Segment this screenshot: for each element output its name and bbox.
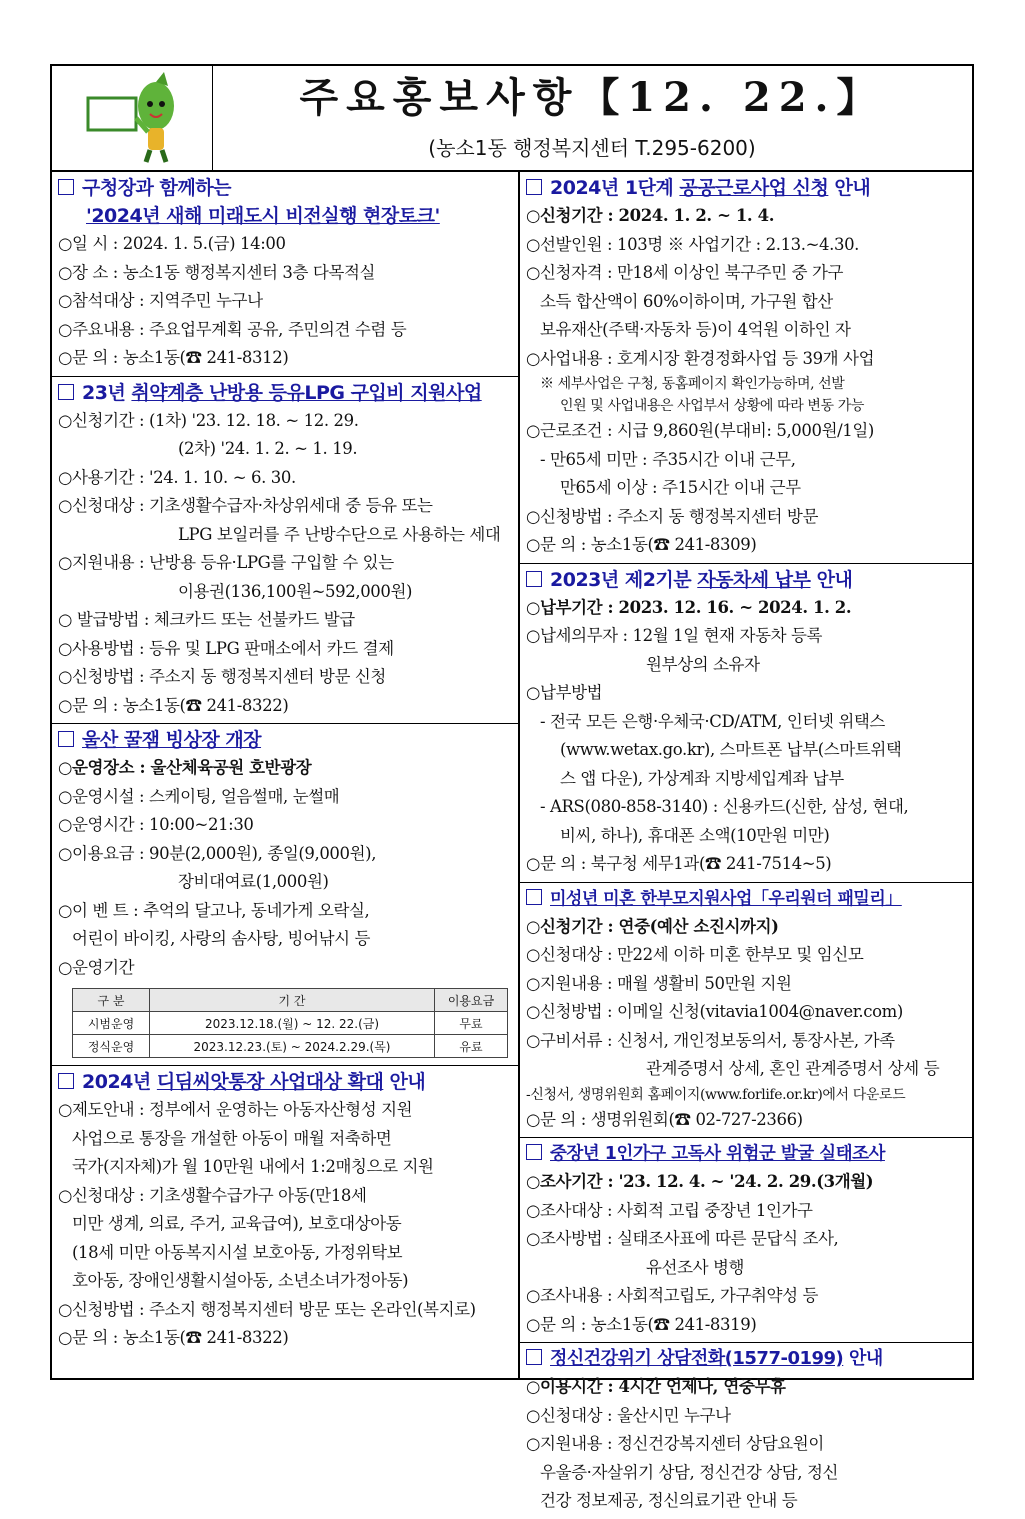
info-line: - 전국 모든 은행·우체국·CD/ATM, 인터넷 위택스: [540, 711, 885, 731]
table-cell: 무료: [435, 1012, 508, 1035]
right-column: [520, 172, 972, 1510]
info-line: ○문 의 : 농소1동(☎ 241-8322): [58, 695, 289, 715]
info-line: ○신청기간 : 연중(예산 소진시까지): [526, 916, 779, 936]
checkbox-icon: [58, 384, 74, 400]
info-line: 건강 정보제공, 정신의료기관 안내 등: [540, 1491, 798, 1510]
info-line: ○지원내용 : 매월 생활비 50만원 지원: [526, 973, 792, 993]
info-line: ○신청자격 : 만18세 이상인 북구주민 중 가구: [526, 263, 844, 282]
info-line: 유선조사 병행: [646, 1257, 745, 1277]
table-cell: 시범운영: [73, 1012, 150, 1035]
section-lonely-death-survey: [520, 1138, 972, 1343]
section-public-works: [520, 172, 972, 564]
info-line: ○이 벤 트 : 추억의 달고나, 동네가게 오락실,: [58, 900, 370, 920]
table-header: 이용요금: [435, 989, 508, 1012]
section-title: 정신건강위기 상담전화(1577-0199) 안내: [526, 1345, 968, 1373]
info-line: 스 앱 다운), 가상계좌 지방세입계좌 납부: [560, 768, 844, 788]
table-cell: 2023.12.18.(월) ~ 12. 22.(금): [150, 1012, 435, 1035]
info-line: ○문 의 : 농소1동(☎ 241-8322): [58, 1328, 289, 1347]
info-line: ○사용방법 : 등유 및 LPG 판매소에서 카드 결제: [58, 638, 394, 658]
schedule-table: [72, 988, 508, 1058]
info-line: 이용권(136,100원~592,000원): [178, 581, 413, 601]
info-line: (2차) '24. 1. 2. ~ 1. 19.: [178, 439, 358, 458]
info-note: 인원 및 사업내용은 사업부서 상황에 따라 변동 가능: [560, 398, 864, 414]
section-single-parent: [520, 883, 972, 1139]
checkbox-icon: [58, 731, 74, 747]
info-line: ○참석대상 : 지역주민 누구나: [58, 291, 263, 310]
info-line: ○신청방법 : 주소지 동 행정복지센터 방문: [526, 506, 819, 526]
info-line: ○지원내용 : 난방용 등유·LPG를 구입할 수 있는: [58, 553, 394, 572]
table-row: [73, 1035, 508, 1058]
table-cell: 유료: [435, 1035, 508, 1058]
section-title: 울산 꿀잼 빙상장 개장: [58, 726, 514, 754]
table-cell: 2023.12.23.(토) ~ 2024.2.29.(목): [150, 1035, 435, 1058]
info-note: ※ 세부사업은 구청, 동홈페이지 확인가능하며, 선발: [540, 376, 845, 392]
info-line: 관계증명서 상세, 혼인 관계증명서 상세 등: [646, 1059, 940, 1078]
checkbox-icon: [58, 179, 74, 195]
table-row: [73, 1012, 508, 1035]
info-line: 어린이 바이킹, 사랑의 솜사탕, 빙어낚시 등: [72, 929, 371, 948]
section-town-talk: [52, 172, 518, 377]
info-line: 만65세 이상 : 주15시간 이내 근무: [560, 478, 801, 497]
info-line: ○신청기간 : 2024. 1. 2. ~ 1. 4.: [526, 206, 775, 225]
info-line: ○신청방법 : 이메일 신청(vitavia1004@naver.com): [526, 1002, 903, 1021]
info-line: ○근로조건 : 시급 9,860원(부대비: 5,000원/1일): [526, 421, 874, 440]
info-line: - ARS(080-858-3140) : 신용카드(신한, 삼성, 현대,: [540, 797, 909, 816]
info-line: 소득 합산액이 60%이하이며, 가구원 합산: [540, 291, 833, 311]
info-line: ○문 의 : 농소1동(☎ 241-8312): [58, 348, 289, 367]
info-line: 비씨, 하나), 휴대폰 소액(10만원 미만): [560, 825, 830, 845]
info-line: ○운영장소 : 울산체육공원 호반광장: [58, 758, 312, 777]
checkbox-icon: [526, 179, 542, 195]
info-line: - 만65세 미만 : 주35시간 이내 근무,: [540, 449, 796, 469]
info-line: ○주요내용 : 주요업무계획 공유, 주민의견 수렴 등: [58, 319, 407, 339]
info-line: LPG 보일러를 주 난방수단으로 사용하는 세대: [178, 524, 501, 544]
info-line: ○신청대상 : 기초생활수급자·차상위세대 중 등유 또는: [58, 496, 433, 515]
section-title: 23년 취약계층 난방용 등유LPG 구입비 지원사업: [58, 379, 514, 407]
info-line: ○사업내용 : 호계시장 환경정화사업 등 39개 사업: [526, 348, 875, 368]
info-note: -신청서, 생명위원회 홈페이지(www.forlife.or.kr)에서 다운로드: [526, 1086, 906, 1103]
info-line: 국가(지자체)가 월 10만원 내에서 1:2매칭으로 지원: [72, 1157, 434, 1176]
checkbox-icon: [526, 889, 542, 905]
checkbox-icon: [526, 1349, 542, 1365]
info-line: 원부상의 소유자: [646, 654, 760, 674]
info-line: ○이용요금 : 90분(2,000원), 종일(9,000원),: [58, 843, 377, 863]
info-line: ○구비서류 : 신청서, 개인정보동의서, 통장사본, 가족: [526, 1030, 895, 1050]
info-line: 우울증·자살위기 상담, 정신건강 상담, 정신: [540, 1462, 839, 1482]
checkbox-icon: [526, 1144, 542, 1160]
info-line: ○신청대상 : 울산시민 누구나: [526, 1405, 731, 1425]
section-title: 구청장과 함께하는: [58, 174, 514, 202]
table-cell: 정식운영: [73, 1035, 150, 1058]
mascot-logo: [52, 66, 213, 170]
checkbox-icon: [58, 1073, 74, 1089]
section-ice-rink: [52, 724, 518, 1066]
section-heating-support: [52, 377, 518, 725]
info-line: ○신청기간 : (1차) '23. 12. 18. ~ 12. 29.: [58, 410, 359, 430]
info-line: ○신청대상 : 기초생활수급가구 아동(만18세: [58, 1185, 367, 1205]
info-line: ○조사기간 : '23. 12. 4. ~ '24. 2. 29.(3개월): [526, 1172, 874, 1191]
info-line: ○조사방법 : 실태조사표에 따른 문답식 조사,: [526, 1229, 839, 1248]
table-header: 구 분: [73, 989, 150, 1012]
checkbox-icon: [526, 571, 542, 587]
info-line: 사업으로 통장을 개설한 아동이 매월 저축하면: [72, 1128, 392, 1148]
info-line: ○조사대상 : 사회적 고립 중장년 1인가구: [526, 1200, 813, 1220]
info-line: ○제도안내 : 정부에서 운영하는 아동자산형성 지원: [58, 1100, 413, 1119]
section-didim-account: [52, 1066, 518, 1356]
section-title: 2024년 1단계 공공근로사업 신청 안내: [526, 174, 968, 202]
section-title: 미성년 미혼 한부모지원사업「우리원더 패밀리」: [526, 885, 968, 913]
info-line: ○운영기간: [58, 957, 135, 977]
info-line: ○문 의 : 생명위원회(☎ 02-727-2366): [526, 1109, 803, 1129]
info-line: ○ 발급방법 : 체크카드 또는 선불카드 발급: [58, 610, 355, 629]
section-subtitle: '2024년 새해 미래도시 비전실행 현장토크': [86, 205, 440, 227]
info-line: (www.wetax.go.kr), 스마트폰 납부(스마트위택: [560, 740, 902, 759]
section-mental-health: [520, 1343, 972, 1519]
left-column: [52, 172, 520, 1378]
info-line: ○조사내용 : 사회적고립도, 가구취약성 등: [526, 1286, 819, 1305]
info-line: 호아동, 장애인생활시설아동, 소년소녀가정아동): [72, 1271, 409, 1290]
info-line: ○선발인원 : 103명 ※ 사업기간 : 2.13.~4.30.: [526, 234, 860, 254]
page-title: 주요홍보사항【12. 22.】: [299, 74, 885, 121]
section-title: 2023년 제2기분 자동차세 납부 안내: [526, 566, 968, 594]
info-line: ○지원내용 : 정신건강복지센터 상담요원이: [526, 1434, 824, 1453]
page-subtitle: (농소1동 행정복지센터 T.295-6200): [428, 136, 756, 160]
info-line: ○운영시설 : 스케이팅, 얼음썰매, 눈썰매: [58, 786, 340, 806]
info-line: 장비대여료(1,000원): [178, 872, 329, 891]
info-line: ○장 소 : 농소1동 행정복지센터 3층 다목적실: [58, 262, 376, 282]
info-line: ○일 시 : 2024. 1. 5.(금) 14:00: [58, 234, 286, 253]
info-line: ○신청방법 : 주소지 행정복지센터 방문 또는 온라인(복지로): [58, 1299, 476, 1319]
info-line: ○사용기간 : '24. 1. 10. ~ 6. 30.: [58, 467, 296, 487]
mascot-icon: [52, 66, 212, 170]
section-title: 2024년 디딤씨앗통장 사업대상 확대 안내: [58, 1068, 514, 1096]
info-line: ○운영시간 : 10:00~21:30: [58, 815, 254, 834]
section-title: 중장년 1인가구 고독사 위험군 발굴 실태조사: [526, 1140, 968, 1168]
info-line: ○이용시간 : 4시간 언제나, 연중무휴: [526, 1377, 786, 1396]
info-line: ○납부기간 : 2023. 12. 16. ~ 2024. 1. 2.: [526, 597, 852, 617]
info-line: ○납세의무자 : 12월 1일 현재 자동차 등록: [526, 626, 823, 645]
section-car-tax: [520, 564, 972, 883]
info-line: ○신청대상 : 만22세 이하 미혼 한부모 및 임신모: [526, 945, 864, 964]
notice-page: [50, 64, 974, 1510]
info-line: ○문 의 : 북구청 세무1과(☎ 241-7514~5): [526, 854, 832, 873]
info-line: (18세 미만 아동복지시설 보호아동, 가정위탁보: [72, 1242, 403, 1262]
info-line: ○납부방법: [526, 683, 603, 702]
header: [52, 66, 972, 172]
info-line: 미만 생계, 의료, 주거, 교육급여), 보호대상아동: [72, 1214, 402, 1233]
table-header: 기 간: [150, 989, 435, 1012]
info-line: ○문 의 : 농소1동(☎ 241-8309): [526, 535, 757, 554]
table-header-row: [73, 989, 508, 1012]
info-line: ○신청방법 : 주소지 동 행정복지센터 방문 신청: [58, 667, 386, 686]
info-line: ○문 의 : 농소1동(☎ 241-8319): [526, 1314, 757, 1334]
info-line: 보유재산(주택·자동차 등)이 4억원 이하인 자: [540, 320, 851, 339]
